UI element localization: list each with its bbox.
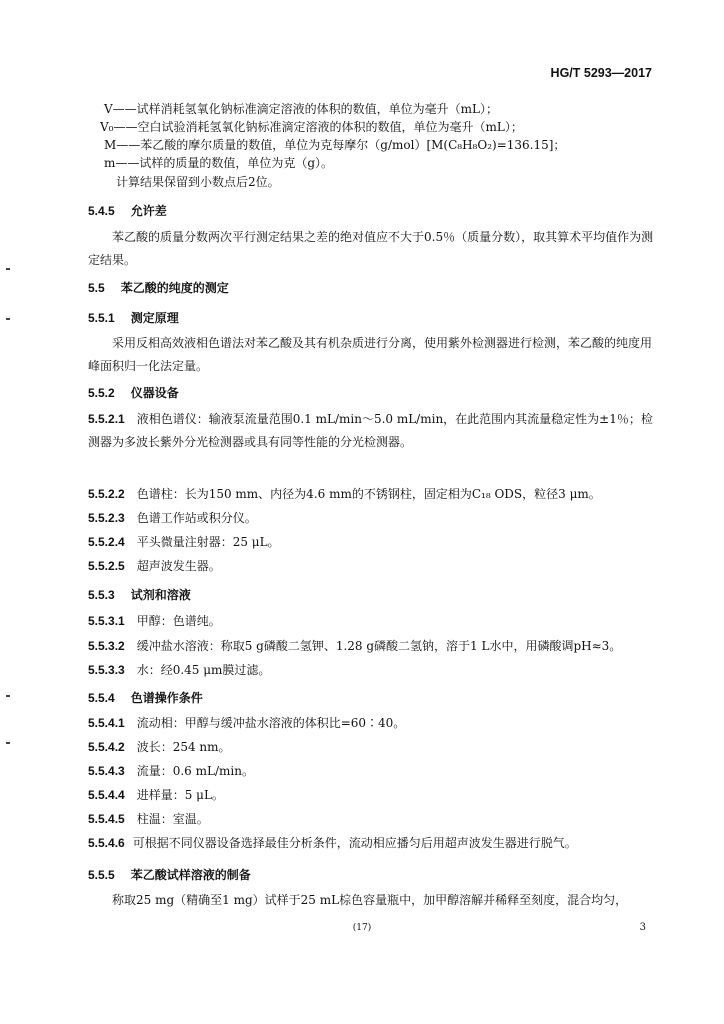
item-5-5-2-3 bbox=[88, 507, 656, 530]
definition-v: V——试样消耗氢氧化钠标准滴定溶液的体积的数值，单位为毫升（mL）； bbox=[104, 102, 499, 116]
item-number: 5.5.4.6 bbox=[88, 836, 125, 850]
item-text: 流量：0.6 mL/min。 bbox=[136, 764, 254, 778]
item-5-5-3-3 bbox=[88, 659, 656, 682]
section-title: 仪器设备 bbox=[130, 386, 179, 400]
item-text: 平头微量注射器：25 μL。 bbox=[136, 535, 280, 549]
rounding-note: 计算结果保留到小数点后2位。 bbox=[116, 175, 280, 189]
item-number: 5.5.2.5 bbox=[88, 559, 125, 573]
section-number: 5.5.4 bbox=[88, 691, 115, 705]
section-title: 色谱操作条件 bbox=[130, 691, 203, 705]
item-5-5-4-1 bbox=[88, 712, 656, 735]
heading-5-5 bbox=[88, 279, 229, 296]
item-5-5-2-1 bbox=[88, 408, 656, 454]
scan-mark bbox=[6, 268, 10, 270]
item-5-5-4-6 bbox=[88, 832, 656, 855]
item-number: 5.5.4.3 bbox=[88, 764, 125, 778]
item-number: 5.5.2.4 bbox=[88, 535, 125, 549]
heading-5-5-4 bbox=[88, 689, 203, 706]
section-number: 5.5.2 bbox=[88, 386, 115, 400]
paragraph-5-5-1: 采用反相高效液相色谱法对苯乙酸及其有机杂质进行分离，使用紫外检测器进行检测，苯乙酸的纯度用峰面积归一化法定量。 bbox=[88, 336, 653, 373]
item-text: 流动相：甲醇与缓冲盐水溶液的体积比=60∶40。 bbox=[136, 716, 406, 730]
item-text: 甲醇：色谱纯。 bbox=[136, 614, 221, 628]
paragraph-5-4-5: 苯乙酸的质量分数两次平行测定结果之差的绝对值应不大于0.5％（质量分数），取其算术平均值作为测定结果。 bbox=[88, 230, 654, 267]
item-number: 5.5.3.2 bbox=[88, 639, 125, 653]
item-number: 5.5.4.4 bbox=[88, 788, 125, 802]
item-text: 柱温：室温。 bbox=[136, 812, 209, 826]
heading-5-4-5 bbox=[88, 202, 167, 219]
item-text: 色谱柱：长为150 mm、内径为4.6 mm的不锈钢柱，固定相为C₁₈ ODS，粒径3 μm。 bbox=[136, 487, 601, 501]
section-number: 5.5.1 bbox=[88, 311, 115, 325]
item-5-5-4-5 bbox=[88, 808, 656, 831]
item-number: 5.5.2.3 bbox=[88, 511, 125, 525]
page-number: 3 bbox=[639, 922, 646, 933]
section-number: 5.5 bbox=[88, 281, 105, 295]
scan-mark bbox=[6, 695, 10, 697]
definition-m-mass: m——试样的质量的数值，单位为克（g）。 bbox=[104, 156, 334, 170]
item-text: 进样量：5 μL。 bbox=[136, 788, 224, 802]
item-5-5-2-2 bbox=[88, 483, 656, 506]
item-text: 缓冲盐水溶液：称取5 g磷酸二氢钾、1.28 g磷酸二氢钠，溶于1 L水中，用磷酸调pH≈3。 bbox=[136, 639, 622, 653]
item-number: 5.5.4.1 bbox=[88, 716, 125, 730]
item-text: 超声波发生器。 bbox=[136, 559, 221, 573]
item-text: 色谱工作站或积分仪。 bbox=[136, 511, 257, 525]
item-number: 5.5.3.3 bbox=[88, 663, 125, 677]
section-number: 5.5.3 bbox=[88, 588, 115, 602]
paragraph-5-5-5: 称取25 mg（精确至1 mg）试样于25 mL棕色容量瓶中，加甲醇溶解并稀释至刻度，混合均匀， bbox=[112, 893, 628, 907]
scan-mark bbox=[6, 742, 10, 744]
item-number: 5.5.4.5 bbox=[88, 812, 125, 826]
item-number: 5.5.3.1 bbox=[88, 614, 125, 628]
item-number: 5.5.2.2 bbox=[88, 487, 125, 501]
item-5-5-4-4 bbox=[88, 784, 656, 807]
section-number: 5.5.5 bbox=[88, 868, 115, 882]
item-text: 水：经0.45 μm膜过滤。 bbox=[136, 663, 271, 677]
definition-m-molar: M——苯乙酸的摩尔质量的数值，单位为克每摩尔（g/mol）[M(C₈H₈O₂)=136.15]； bbox=[104, 138, 566, 152]
definition-v0: V₀——空白试验消耗氢氧化钠标准滴定溶液的体积的数值，单位为毫升（mL）； bbox=[100, 120, 523, 134]
item-5-5-3-1 bbox=[88, 610, 656, 633]
item-5-5-4-3 bbox=[88, 760, 656, 783]
item-number: 5.5.4.2 bbox=[88, 740, 125, 754]
heading-5-5-2 bbox=[88, 384, 179, 401]
item-text: 可根据不同仪器设备选择最佳分析条件，流动相应播匀后用超声波发生器进行脱气。 bbox=[132, 836, 577, 850]
item-text: 液相色谱仪：输液泵流量范围0.1 mL/min～5.0 mL/min，在此范围内其流量稳定性为±1％；检测器为多波长紫外分光检测器或具有同等性能的分光检测器。 bbox=[88, 412, 653, 449]
item-5-5-2-5 bbox=[88, 555, 656, 578]
item-number: 5.5.2.1 bbox=[88, 412, 125, 426]
heading-5-5-5 bbox=[88, 866, 251, 883]
footer-sequence-number: (17) bbox=[352, 923, 372, 933]
item-5-5-3-2 bbox=[88, 635, 656, 658]
section-title: 苯乙酸试样溶液的制备 bbox=[130, 868, 251, 882]
section-number: 5.4.5 bbox=[88, 204, 115, 218]
scan-mark bbox=[6, 318, 10, 320]
item-text: 波长：254 nm。 bbox=[136, 740, 231, 754]
section-title: 苯乙酸的纯度的测定 bbox=[120, 281, 229, 295]
heading-5-5-1 bbox=[88, 309, 179, 326]
item-5-5-4-2 bbox=[88, 736, 656, 759]
section-title: 试剂和溶液 bbox=[130, 588, 191, 602]
section-title: 允许差 bbox=[130, 204, 167, 218]
section-title: 测定原理 bbox=[130, 311, 179, 325]
heading-5-5-3 bbox=[88, 586, 191, 603]
item-5-5-2-4 bbox=[88, 531, 656, 554]
standard-code: HG/T 5293—2017 bbox=[550, 66, 652, 80]
